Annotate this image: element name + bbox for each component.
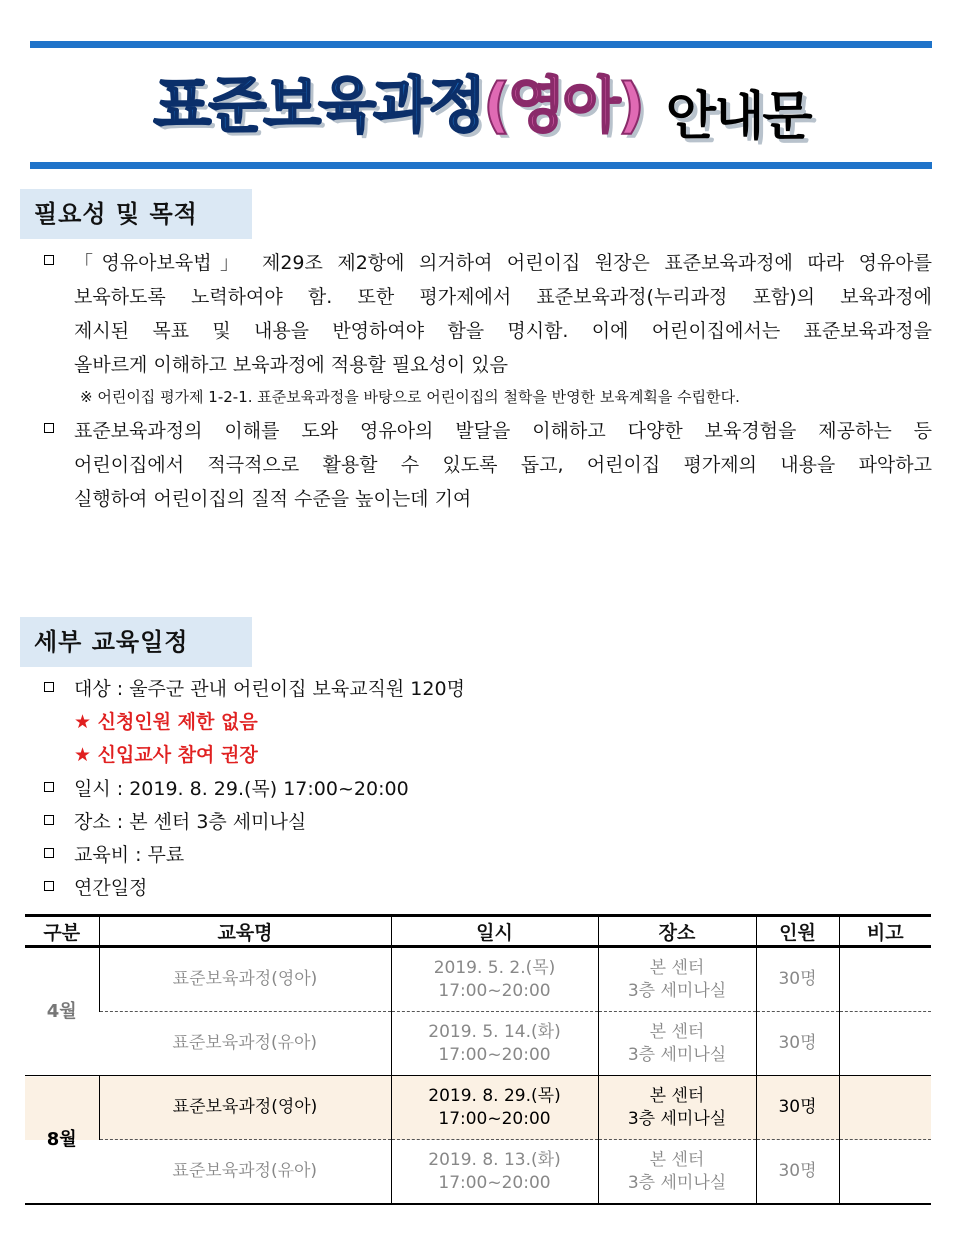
text-line: 표준보육과정의 이해를 도와 영유아의 발달을 이해하고 다양한 보육경험을 제공하는 등 xyxy=(74,420,932,442)
purpose-bullet-1 xyxy=(44,246,932,382)
table-row xyxy=(25,1140,931,1205)
course-count: 30명 xyxy=(756,1140,839,1205)
col-header: 장소 xyxy=(598,916,756,947)
course-note xyxy=(839,1076,931,1140)
checkbox-bullet-icon xyxy=(44,848,54,858)
text-line: 「영유아보육법」 제29조 제2항에 의거하여 어린이집 원장은 표준보육과정에 따라 영유아를 xyxy=(74,252,932,274)
course-place: 본 센터 3층 세미나실 xyxy=(598,1076,756,1140)
section-heading-purpose: 필요성 및 목적 xyxy=(20,189,252,239)
text-line: 어린이집에서 적극적으로 활용할 수 있도록 돕고, 어린이집 평가제의 내용을 파악하고 xyxy=(74,454,932,476)
text-line: 제시된 목표 및 내용을 반영하여야 함을 명시함. 이에 어린이집에서는 표준보육과정을 xyxy=(74,320,932,342)
table-row xyxy=(25,1012,931,1076)
course-count: 30명 xyxy=(756,1012,839,1076)
section-heading-schedule: 세부 교육일정 xyxy=(20,617,252,667)
checkbox-bullet-icon xyxy=(44,682,54,692)
star-note-no-limit: ★ 신청인원 제한 없음 xyxy=(74,711,258,733)
course-note xyxy=(839,1140,931,1205)
text-line: 올바르게 이해하고 보육과정에 적용할 필요성이 있음 xyxy=(74,354,508,376)
month-cell: 8월 xyxy=(25,1076,99,1205)
checkbox-bullet-icon xyxy=(44,881,54,891)
course-name: 표준보육과정(유아) xyxy=(99,1012,391,1076)
course-date: 2019. 5. 14.(화) 17:00~20:00 xyxy=(391,1012,598,1076)
table-header-row xyxy=(25,916,931,947)
course-date: 2019. 8. 29.(목) 17:00~20:00 xyxy=(391,1076,598,1140)
col-header: 구분 xyxy=(25,916,99,947)
course-count: 30명 xyxy=(756,1076,839,1140)
star-note-new-teacher: ★ 신입교사 참여 권장 xyxy=(74,744,258,766)
month-cell: 4월 xyxy=(25,947,99,1076)
schedule-target: 대상 : 울주군 관내 어린이집 보육교직원 120명 xyxy=(44,673,465,706)
purpose-bullet-2 xyxy=(44,414,932,516)
course-note xyxy=(839,947,931,1012)
text-line: 실행하여 어린이집의 질적 수준을 높이는데 기여 xyxy=(74,488,472,510)
bottom-rule xyxy=(30,162,932,169)
title-paren: (영아) xyxy=(483,71,642,141)
course-date: 2019. 5. 2.(목) 17:00~20:00 xyxy=(391,947,598,1012)
col-header: 일시 xyxy=(391,916,598,947)
col-header: 인원 xyxy=(756,916,839,947)
title-main: 표준보육과정 xyxy=(153,71,484,141)
course-date: 2019. 8. 13.(화) 17:00~20:00 xyxy=(391,1140,598,1205)
schedule-annual: 연간일정 xyxy=(44,872,147,905)
checkbox-bullet-icon xyxy=(44,255,54,265)
table-row xyxy=(25,947,931,1012)
schedule-fee: 교육비 : 무료 xyxy=(44,839,184,872)
course-count: 30명 xyxy=(756,947,839,1012)
top-rule xyxy=(30,41,932,48)
checkbox-bullet-icon xyxy=(44,423,54,433)
course-note xyxy=(839,1012,931,1076)
course-name: 표준보육과정(유아) xyxy=(99,1140,391,1205)
reference-note: ※ 어린이집 평가제 1-2-1. 표준보육과정을 바탕으로 어린이집의 철학을 반영한 보육계획을 수립한다. xyxy=(80,388,740,406)
schedule-place: 장소 : 본 센터 3층 세미나실 xyxy=(44,806,306,839)
col-header: 비고 xyxy=(839,916,931,947)
checkbox-bullet-icon xyxy=(44,782,54,792)
checkbox-bullet-icon xyxy=(44,815,54,825)
course-name: 표준보육과정(영아) xyxy=(99,947,391,1012)
page-title xyxy=(0,52,964,162)
col-header: 교육명 xyxy=(99,916,391,947)
annual-schedule-table xyxy=(25,914,931,1205)
schedule-date: 일시 : 2019. 8. 29.(목) 17:00~20:00 xyxy=(44,773,409,806)
text-line: 보육하도록 노력하여야 함. 또한 평가제에서 표준보육과정(누리과정 포함)의 보육과정에 xyxy=(74,286,932,308)
course-place: 본 센터 3층 세미나실 xyxy=(598,1012,756,1076)
course-place: 본 센터 3층 세미나실 xyxy=(598,1140,756,1205)
course-name: 표준보육과정(영아) xyxy=(99,1076,391,1140)
title-tail: 안내문 xyxy=(665,87,811,147)
table-row-highlighted xyxy=(25,1076,931,1140)
course-place: 본 센터 3층 세미나실 xyxy=(598,947,756,1012)
